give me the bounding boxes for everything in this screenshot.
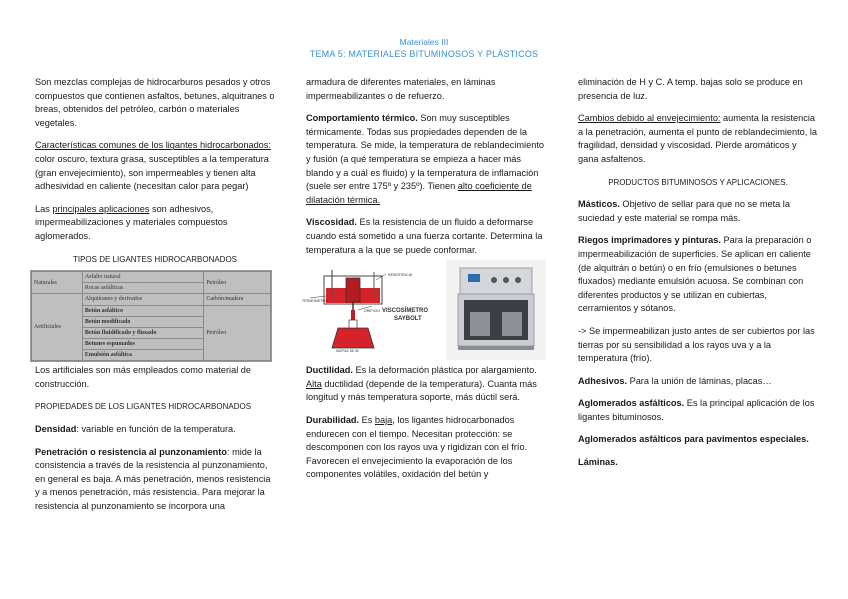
penetracion-text: : mide la consistencia a través de la resistencia al punzonamiento, en general es baja. A más penetración, menos resistencia y a menos penetración, más resistencia. Para mejorar la resistencia al punzonamiento se incorpora una (35, 446, 271, 511)
table-cell: Rocas asfálticas (82, 283, 204, 294)
table-cell: Petróleo (204, 305, 271, 361)
table-cell: Betún modificado (82, 316, 204, 327)
aplicaciones-paragraph (35, 203, 275, 244)
armadura-paragraph: armadura de diferentes materiales, en láminas impermeabilizantes o de refuerzo. (306, 77, 496, 101)
durabilidad-text: , los ligantes hidrocarbonados endurecen con el tiempo. Necesitan protección: se descomponen con los rayos uva y rigidizan con el frío. Favorecen el envejecimiento la evaporación de los componentes volátiles, oxidación del betún y (306, 414, 528, 480)
table-cell: Betún fluidificado y fluxado (82, 327, 204, 338)
label-matraz: MATRAZ DE 60 (336, 349, 359, 353)
tipos-ligantes-table (30, 270, 272, 362)
masticos-paragraph (578, 198, 818, 225)
viscosidad-paragraph (306, 216, 546, 257)
table-cell: Betún asfáltico (82, 305, 204, 316)
table-cell: Alquitranes y derivados (82, 294, 204, 305)
durabilidad-paragraph (306, 414, 546, 482)
ductilidad-label: Ductilidad. (306, 365, 353, 376)
viscosidad-text: Es la resistencia de un fluido a deformarse cuando está sometido a una fuerza cortante. Determina la temperatura a la que se puede conformar. (306, 217, 543, 255)
eliminacion-paragraph: eliminación de H y C. A temp. bajas solo se produce en presencia de luz. (578, 77, 803, 101)
termico-text: Son muy susceptibles térmicamente. Todas sus propiedades dependen de la temperatura. Se mide, la temperatura de reblandecimiento y fusión (a qué temperatura se empieza a hacer más blando y a cuál es fluido) y la temperatura de inflamación (suele ser entre 175º y 235º). Tienen (306, 113, 544, 192)
termico-label: Comportamiento térmico. (306, 113, 418, 124)
tipos-table-title: TIPOS DE LIGANTES HIDROCARBONADOS (72, 254, 238, 264)
label-termometro: TERMÓMETRO (302, 299, 328, 304)
productos-title: PRODUCTOS BITUMINOSOS Y APLICACIONES. (608, 177, 788, 187)
label-orificio: ORIFICIO (364, 309, 380, 314)
label-resistencia: RESISTENCIA (388, 273, 412, 278)
intro-paragraph: Son mezclas complejas de hidrocarburos pesados y otros compuestos que contienen asfaltos, betunes, alquitranes o breas, obtenidos del petróleo, carbón o materiales vegetales. (35, 77, 275, 128)
ductilidad-text: Es la deformación plástica por alargamiento. (352, 365, 537, 376)
table-cell: Naturales (32, 272, 83, 294)
table-cell: Petróleo (204, 272, 271, 294)
artificiales-note: Los artificiales son más empleados como material de construcción. (35, 365, 252, 389)
riegos-paragraph (578, 234, 818, 316)
pavimentos-label: Aglomerados asfálticos para pavimentos especiales. (578, 434, 809, 445)
pavimentos-paragraph (578, 433, 818, 447)
column-2 (302, 76, 546, 491)
aglomerados-text: Es la principal aplicación de los ligantes bituminosos. (578, 398, 815, 422)
cambios-label: Cambios debido al envejecimiento: (578, 113, 721, 124)
caracteristicas-text: color oscuro, textura grasa, susceptibles a la temperatura (gran envejecimiento), son impermeables y tienen alta adhesividad en caliente (necesitan calor para pegar) (35, 153, 269, 192)
riegos-text: Para la preparación o impermeabilización de superficies. Se aplican en caliente (de alquitrán o betún) o en frío (emulsiones o betunes fluxados) mediante emulsión acuosa. Se combinan con diferentes productos y se utilizan en cubiertas, cerramientos y sótanos. (578, 235, 812, 314)
durabilidad-label: Durabilidad. (306, 414, 360, 425)
column-1 (35, 76, 275, 522)
viscosity-images (302, 266, 546, 353)
viscosidad-label: Viscosidad. (306, 217, 357, 228)
table-cell: Asfalto natural (82, 272, 204, 283)
durabilidad-underline: baja (374, 414, 393, 425)
adhesivos-text: Para la unión de láminas, placas… (627, 375, 772, 386)
durabilidad-pre: Es (359, 414, 375, 425)
aglomerados-label: Aglomerados asfálticos. (578, 398, 685, 409)
ductilidad-text-2: ductilidad (depende de la temperatura). Cuanta más longitud y más temperatura soporte, más dúctil será. (306, 378, 537, 403)
masticos-text: Objetivo de sellar para que no se meta la suciedad y este material se rompa más. (578, 199, 790, 223)
densidad-text: : variable en función de la temperatura. (76, 423, 236, 434)
table-cell: Artificiales (32, 294, 83, 361)
riegos-label: Riegos imprimadores y pinturas. (578, 235, 721, 246)
penetracion-label: Penetración o resistencia al punzonamiento (35, 446, 227, 457)
laminas-paragraph (578, 456, 818, 470)
laminas-label: Láminas. (578, 457, 618, 468)
densidad-label: Densidad (35, 423, 77, 434)
saybolt-viscometer-diagram (302, 268, 440, 352)
aplicaciones-text: son adhesivos, impermeabilizaciones y materiales compuestos aglomerados. (35, 203, 228, 241)
penetracion-paragraph (35, 446, 275, 514)
termico-underline: alto coeficiente de dilatación térmica. (306, 181, 532, 205)
label-viscosimetro: VISCOSÍMETRO (382, 308, 429, 315)
table-cell: Carbón/madera (204, 294, 271, 305)
adhesivos-label: Adhesivos. (578, 375, 628, 386)
adhesivos-paragraph (578, 375, 818, 389)
column-3 (578, 76, 818, 479)
aglomerados-paragraph (578, 397, 818, 424)
propiedades-title: PROPIEDADES DE LOS LIGANTES HIDROCARBONADOS (35, 402, 252, 412)
caracteristicas-label: Características comunes de los ligantes hidrocarbonados: (35, 140, 271, 151)
ductilidad-paragraph (306, 364, 546, 405)
course-title: Materiales III (399, 37, 449, 47)
label-saybolt: SAYBOLT (394, 316, 422, 323)
arrow-note: -> Se impermeabilizan justo antes de ser cubiertos por las tierras por su sensibilidad a los rayos uva y a la temperatura (frío). (578, 325, 815, 364)
termico-paragraph (306, 112, 546, 207)
densidad-paragraph (35, 423, 275, 437)
aplicaciones-pre: Las (35, 203, 53, 214)
viscometer-device-photo (446, 260, 546, 360)
topic-title: TEMA 5: MATERIALES BITUMINOSOS Y PLÁSTICOS (309, 49, 539, 59)
cambios-text: aumenta la resistencia a la penetración, aumenta el punto de reblandecimiento, la fragilidad, densidad y viscosidad. Pierde aromáticos y gana asfaltenos. (578, 113, 818, 164)
masticos-label: Másticos. (578, 199, 620, 210)
table-cell: Betunes espumados (82, 338, 204, 349)
cambios-paragraph (578, 112, 818, 166)
ductilidad-underline: Alta (306, 378, 322, 389)
caracteristicas-paragraph (35, 139, 275, 193)
aplicaciones-label: principales aplicaciones (52, 203, 150, 214)
table-cell: Emulsión asfáltica (82, 350, 204, 361)
